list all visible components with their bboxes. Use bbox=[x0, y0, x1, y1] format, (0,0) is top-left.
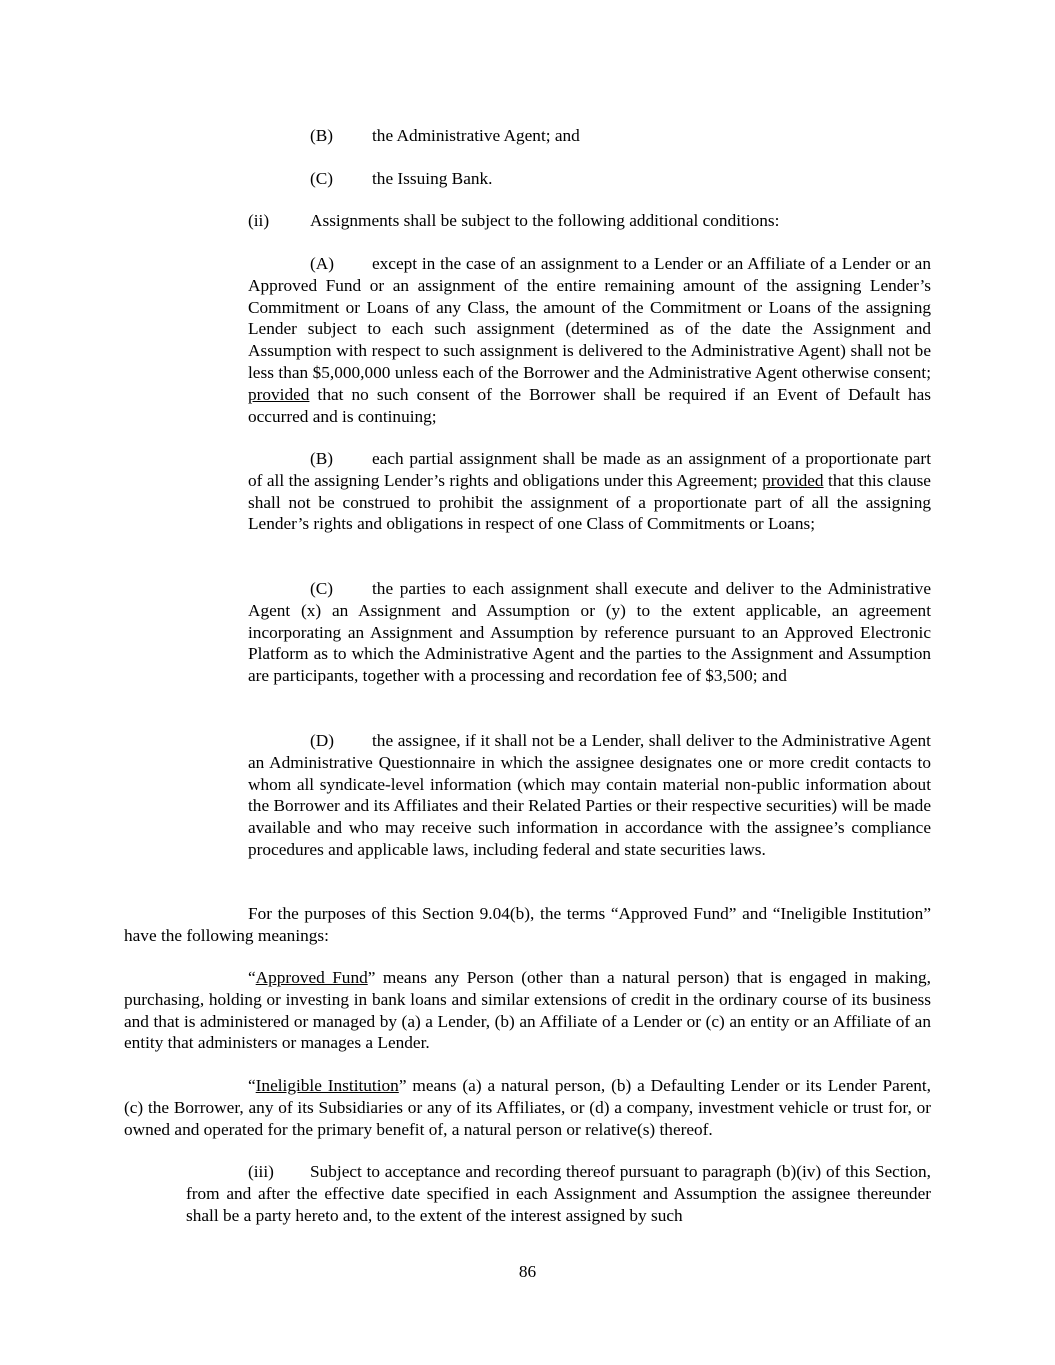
clause-text: the parties to each assignment shall execute and deliver to the Administrative Agent (x) an Assignment and Assumption or (y) to the extent applicable, an agreement incorporating an Assignment and Assumption by reference pursuant to an Approved Electronic Platform as to which the Administrative Agent and the parties to the Assignment and Assumption are participants, together with a processing and recordation fee of $3,500; and bbox=[248, 579, 931, 686]
definition-ineligible-institution bbox=[124, 1075, 931, 1140]
clause-label: (C) bbox=[310, 169, 334, 188]
clause-label: (iii) bbox=[248, 1162, 274, 1181]
defined-term: Ineligible Institution bbox=[255, 1076, 399, 1095]
provided-term: provided bbox=[248, 384, 310, 404]
clause-label: (ii) bbox=[248, 211, 270, 230]
clause-label: (B) bbox=[310, 126, 334, 145]
clause-label: (B) bbox=[310, 449, 334, 468]
clause-iii-acceptance-recording bbox=[186, 1161, 931, 1226]
clause-c-issuing-bank bbox=[310, 168, 492, 190]
clause-text-continued: that no such consent of the Borrower shall be required if an Event of Default has occurred and is continuing; bbox=[248, 384, 931, 426]
condition-c-execute-deliver bbox=[248, 578, 931, 687]
clause-ii-additional-conditions bbox=[248, 210, 779, 232]
provided-term: provided bbox=[762, 470, 824, 490]
definitions-intro bbox=[124, 903, 931, 947]
clause-text: Assignments shall be subject to the following additional conditions: bbox=[310, 211, 780, 230]
clause-text: Subject to acceptance and recording thereof pursuant to paragraph (b)(iv) of this Section, from and after the effective date specified in each Assignment and Assumption the assignee thereunder shall be a party hereto and, to the extent of the interest assigned by such bbox=[186, 1162, 931, 1225]
condition-d-administrative-questionnaire bbox=[248, 730, 931, 861]
open-quote: “ bbox=[248, 1076, 256, 1095]
clause-label: (C) bbox=[310, 579, 334, 598]
paragraph-text: For the purposes of this Section 9.04(b), the terms “Approved Fund” and “Ineligible Institution” have the following meanings: bbox=[124, 904, 931, 945]
clause-text: the Issuing Bank. bbox=[372, 169, 493, 188]
clause-text: the Administrative Agent; and bbox=[372, 126, 580, 145]
clause-text: each partial assignment shall be made as an assignment of a proportionate part of all the assigning Lender’s rights and obligations under this Agreement; bbox=[248, 449, 931, 490]
condition-b-partial-assignment bbox=[248, 448, 931, 535]
definition-text: ” means any Person (other than a natural person) that is engaged in making, purchasing, holding or investing in bank loans and similar extensions of credit in the ordinary course of its business and that is administered or managed by (a) a Lender, (b) an Affiliate of a Lender or (c) an entity or an Affiliate of an entity that administers or manages a Lender. bbox=[124, 968, 931, 1053]
open-quote: “ bbox=[248, 968, 256, 987]
condition-a-minimum-amount bbox=[248, 253, 931, 427]
definition-approved-fund bbox=[124, 967, 931, 1054]
clause-label: (D) bbox=[310, 731, 334, 750]
clause-b-administrative-agent bbox=[310, 125, 580, 147]
clause-text-continued: that this clause shall not be construed to prohibit the assignment of a proportionate part of all the assigning Lender’s rights and obligations in respect of one Class of Commitments or Loans; bbox=[248, 470, 931, 534]
clause-text: except in the case of an assignment to a Lender or an Affiliate of a Lender or an Approved Fund or an assignment of the entire remaining amount of the assigning Lender’s Commitment or Loans of any Class, the amount of the Commitment or Loans of the assigning Lender subject to each such assignment (determined as of the date the Assignment and Assumption with respect to such assignment is delivered to the Administrative Agent) shall not be less than $5,000,000 unless each of the Borrower and the Administrative Agent otherwise consent; bbox=[248, 254, 931, 382]
page-number: 86 bbox=[518, 1262, 537, 1281]
definition-text: ” means (a) a natural person, (b) a Defaulting Lender or its Lender Parent, (c) the Borrower, any of its Subsidiaries or any of its Affiliates, or (d) a company, investment vehicle or trust for, or owned and operated for the primary benefit of, a natural person or relative(s) thereof. bbox=[124, 1076, 932, 1139]
clause-label: (A) bbox=[310, 254, 334, 273]
clause-text: the assignee, if it shall not be a Lender, shall deliver to the Administrative Agent an Administrative Questionnaire in which the assignee designates one or more credit contacts to whom all syndicate-level information (which may contain material non-public information about the Borrower and its Affiliates and their Related Parties or their respective securities) will be made available and who may receive such information in accordance with the assignee’s compliance procedures and applicable laws, including federal and state securities laws. bbox=[248, 731, 931, 859]
defined-term: Approved Fund bbox=[255, 968, 368, 987]
